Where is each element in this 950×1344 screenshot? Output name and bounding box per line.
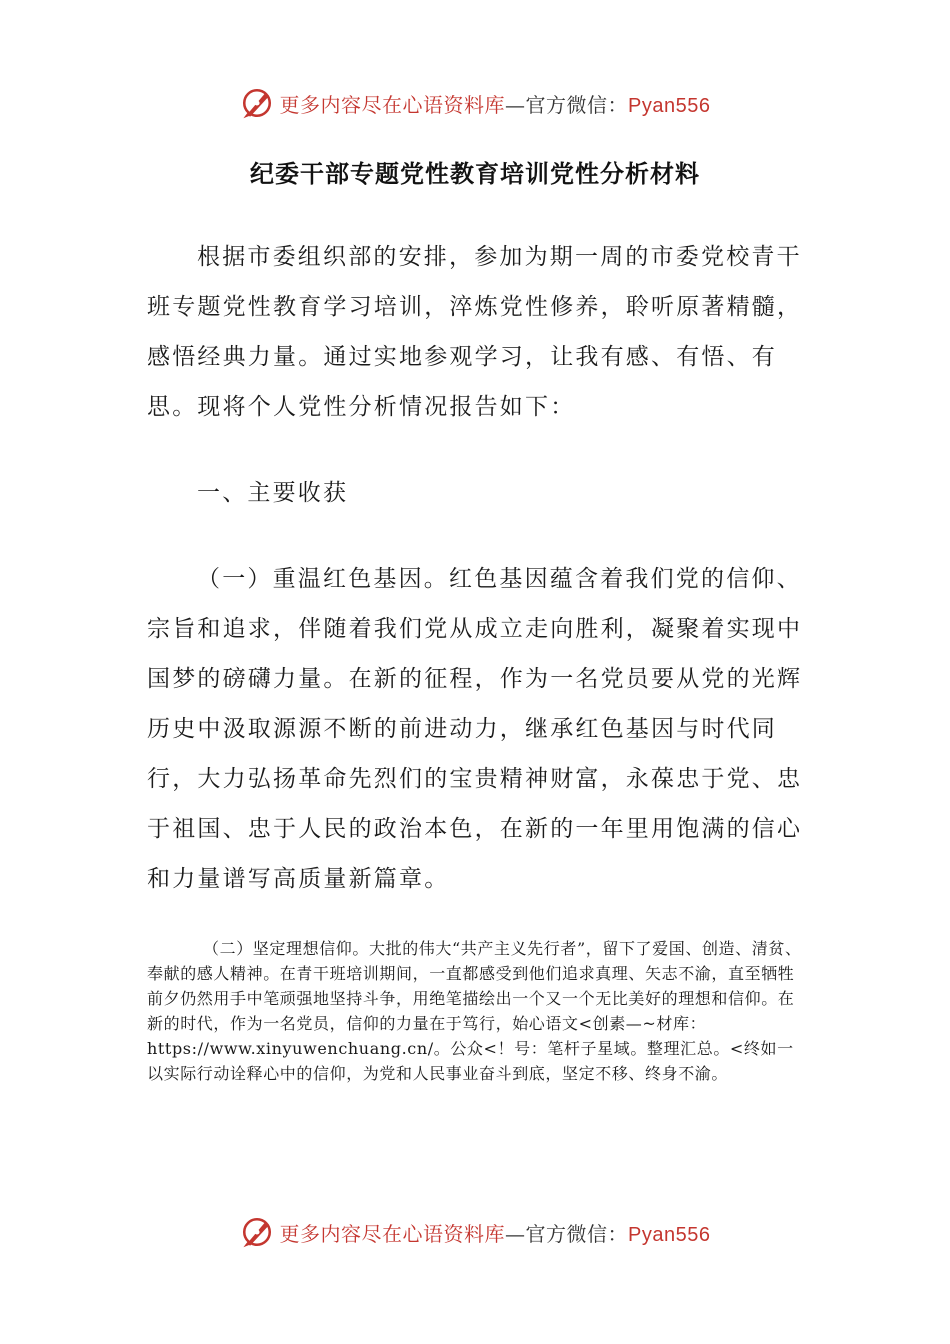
banner-official-label: 官方微信： (525, 1221, 629, 1246)
banner-brand: 更多内容尽在心语资料库 (279, 1221, 506, 1246)
banner-dash: — (505, 92, 526, 117)
item-paragraph-1: （一）重温红色基因。红色基因蕴含着我们党的信仰、宗旨和追求，伴随着我们党从成立走向胜利，凝聚着实现中国梦的磅礴力量。在新的征程，作为一名党员要从党的光辉历史中汲取源源不断的前进动力，继承红色基因与时代同行，大力弘扬革命先烈们的宝贵精神财富，永葆忠于党、忠于祖国、忠于人民的政治本色，在新的一年里用饱满的信心和力量谱写高质量新篇章。 (147, 566, 803, 892)
banner-dash: — (505, 1221, 526, 1246)
item-paragraph-2: （二）坚定理想信仰。大批的伟大“共产主义先行者”，留下了爱国、创造、清贫、奉献的感人精神。在青干班培训期间，一直都感受到他们追求真理、矢志不渝，直至牺牲前夕仍然用手中笔顽强地坚持斗争，用绝笔描绘出一个又一个无比美好的理想和信仰。在新的时代，作为一名党员，信仰的力量在于笃行，始心语文<创素—~材库：https://www.xinyuwenchuang.cn/。公众<！号：笔杆子星域。整理汇总。<终如一以实际行动诠释心中的信仰，为党和人民事业奋斗到底，坚定不移、终身不渝。 (147, 939, 802, 1083)
banner-wechat-id: Pyan556 (628, 1223, 711, 1246)
banner-wechat-id: Pyan556 (628, 94, 711, 117)
banner-official-label: 官方微信： (525, 92, 629, 117)
pen-nib-logo-icon (240, 86, 274, 120)
document-title: 纪委干部专题党性教育培训党性分析材料 (250, 160, 700, 188)
banner-text (280, 89, 711, 118)
intro-paragraph: 根据市委组织部的安排，参加为期一周的市委党校青干班专题党性教育学习培训，淬炼党性修养，聆听原著精髓，感悟经典力量。通过实地参观学习，让我有感、有悟、有思。现将个人党性分析情况报告如下： (147, 244, 803, 420)
header-banner (0, 83, 950, 123)
footer-banner (0, 1212, 950, 1252)
section-heading-1: 一、主要收获 (197, 480, 349, 506)
pen-nib-logo-icon (240, 1215, 274, 1249)
banner-text (280, 1218, 711, 1247)
banner-brand: 更多内容尽在心语资料库 (279, 92, 506, 117)
